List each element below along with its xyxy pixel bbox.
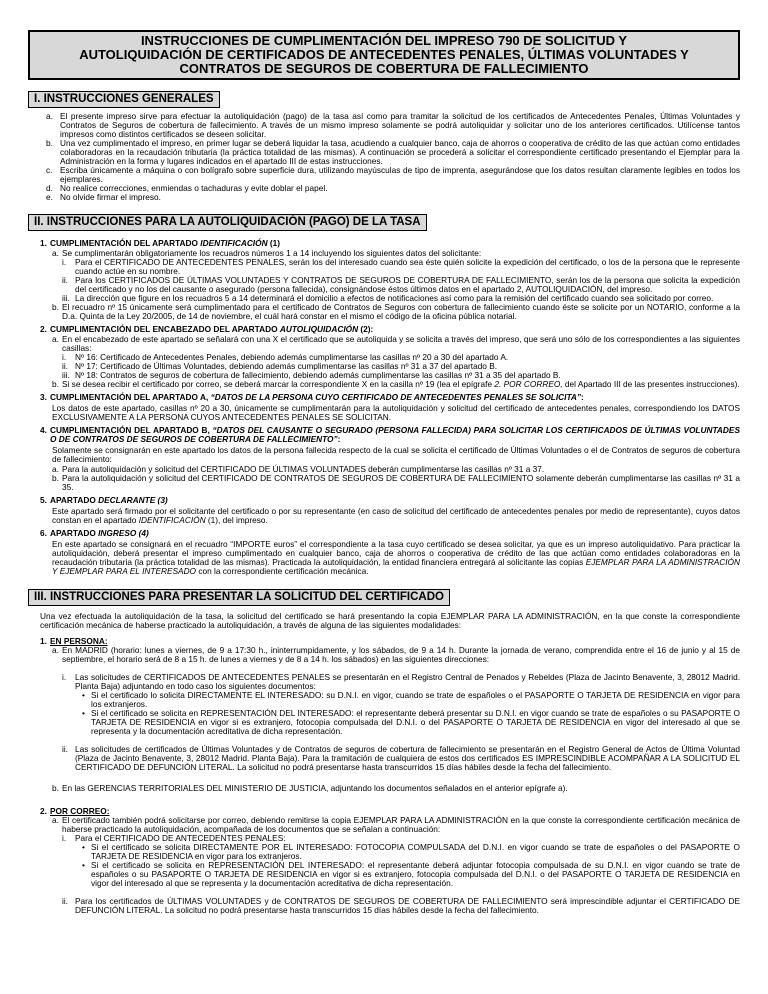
list-marker: 4.: [40, 425, 47, 435]
list-item: [52, 646, 740, 664]
list-item: [62, 673, 740, 691]
list-item: [52, 784, 740, 793]
list-marker: i.: [62, 833, 67, 843]
body-emphasis: IDENTIFICACIÓN: [138, 515, 206, 525]
subsection-heading: [40, 325, 740, 334]
general-instructions-list: [28, 112, 740, 202]
bullet-item: [82, 691, 740, 709]
body-paragraph: Los datos de este apartado, casillas nº 20 a 30, únicamente se cumplimentarán para la autoliquidación y solicitud del certificado de antecedentes penales, correspondiendo los DATOS EXCLUSIVAMENTE A LA PERSONA CUYOS ANTECEDENTES PENALES SE SOLICITAN.: [52, 403, 740, 422]
heading-text: CUMPLIMENTACIÓN DEL APARTADO A,: [50, 392, 211, 402]
list-item-text: Se cumplimentarán obligatoriamente los recuadros números 1 a 14 incluyendo los siguientes datos del solicitante:: [62, 248, 482, 258]
list-marker: ii.: [62, 361, 68, 371]
subsection-heading: [40, 529, 740, 538]
list-marker: e.: [46, 192, 53, 202]
list-item-text: Las solicitudes de certificados de Últimas Voluntades y de Contratos de seguros de cobertura de fallecimiento se presentarán en el Registro General de Actos de Última Voluntad (Plaza de Jacinto Benavente, 3, 28012 Madrid. Planta Baja). Para la tramitación de cualquiera de estos dos certificados ES IMPRESCINDIBLE ACOMPAÑAR A LA SOLICITUD EL CERTIFICADO DE DEFUNCIÓN LITERAL. La solicitud no podrá presentarse hasta transcurridos 15 días hábiles desde la fecha del fallecimiento.: [75, 744, 740, 772]
subsection-heading: [40, 496, 740, 505]
list-marker: b.: [52, 783, 59, 793]
heading-text: :: [581, 392, 584, 402]
list-item-text: Para el CERTIFICADO DE ANTECEDENTES PENALES, serán los del interesado cuando sea éste quién solicite la expedición del certificado, o los de la persona que le represente cuando actúe en su nombre.: [75, 257, 740, 276]
list-item-text: Nº 18: Contratos de seguros de cobertura de fallecimiento, debiendo además cumplimentarse las casillas nº 31 a 35 del apartado B.: [75, 370, 561, 380]
list-marker: d.: [46, 183, 53, 193]
list-item-text: No olvide firmar el impreso.: [60, 192, 161, 202]
list-marker: a.: [52, 815, 59, 825]
list-marker: 1.: [40, 636, 47, 646]
heading-underlined: POR CORREO:: [50, 806, 110, 816]
list-item: [62, 276, 740, 294]
title-line-1: INSTRUCCIONES DE CUMPLIMENTACIÓN DEL IMPRESO 790 DE SOLICITUD Y: [140, 33, 628, 48]
list-item-text: Nº 17: Certificado de Últimas Voluntades, debiendo además cumplimentarse las casillas nº 31 a 37 del apartado B.: [75, 361, 498, 371]
list-item-text: Para el CERTIFICADO DE ANTECEDENTES PENALES:: [75, 833, 286, 843]
list-item-text: Nº 16: Certificado de Antecedentes Penales, debiendo además cumplimentarse las casillas nº 20 a 30 del apartado A.: [75, 352, 509, 362]
list-item-text: En MADRID (horario: lunes a viernes, de 9 a 17:30 h., ininterrumpidamente, y los sábados, de 9 a 14 h. Durante la jornada de verano, comprendida entre el 16 de junio y al 15 de septiembre, el horario será de 8 a 15 h. de lunes a viernes y de 8 a 14 h. los sábados) en las siguientes direcciones:: [62, 645, 740, 664]
heading-emphasis: “DATOS DEL CAUSANTE O SEGURADO (PERSONA FALLECIDA) PARA SOLICITAR LOS CERTIFICADOS DE ÚLTIMAS VOLUNTADES O DE CONTRATOS DE SEGUROS DE COBERTURA DE FALLECIMIENTO”: [50, 425, 740, 444]
list-marker: c.: [46, 165, 53, 175]
subsection-heading: [40, 426, 740, 444]
list-marker: a.: [52, 248, 59, 258]
document-title: [28, 30, 740, 80]
bullet-item: [82, 843, 740, 861]
list-item-text: Para los certificados de ÚLTIMAS VOLUNTADES y de CONTRATOS DE SEGUROS DE COBERTURA DE FALLECIMIENTO será imprescindible adjuntar el CERTIFICADO DE DEFUNCIÓN LITERAL. La solicitud no podrá presentarse hasta transcurridos 15 días hábiles desde la fecha del fallecimiento.: [75, 896, 740, 915]
heading-emphasis: IDENTIFICACIÓN: [200, 238, 268, 248]
bullet-icon: •: [82, 842, 85, 852]
list-item: [46, 139, 740, 166]
list-marker: i.: [62, 352, 67, 362]
title-line-2: AUTOLIQUIDACIÓN DE CERTIFICADOS DE ANTECEDENTES PENALES, ÚLTIMAS VOLUNTADES Y: [79, 47, 689, 62]
bullet-item-text: Si el certificado se solicita en REPRESENTACIÓN DEL INTERESADO: el representante deberá adjuntar fotocopia compulsada de su D.N.I. en vigor cuando se trate de españoles o su PASAPORTE O TARJETA DE RESIDENCIA en vigor si es extranjero, fotocopia compulsada del D.N.I. o del PASAPORTE O TARJETA DE RESIDENCIA en vigor del interesado al que se representa y la documentación acreditativa de dicha representación.: [91, 860, 740, 888]
list-marker: ii.: [62, 275, 68, 285]
heading-text: :: [337, 434, 341, 444]
list-marker: iii.: [62, 293, 70, 303]
list-marker: a.: [52, 645, 59, 655]
list-item: [62, 258, 740, 276]
heading-emphasis: “DATOS DE LA PERSONA CUYO CERTIFICADO DE ANTECEDENTES PENALES SE SOLICITA”: [210, 392, 582, 402]
list-item-text: El recuadro nº 15 únicamente será cumplimentado para el certificado de Contratos de Seguros con cobertura de fallecimiento cuando éste se solicite por un NOTARIO, conforme a la D.a. Quinta de la Ley 20/2005, de 14 de noviembre, el cuál hará constar en el mismo el código de la oficina pública notarial.: [62, 302, 740, 321]
list-item: [62, 745, 740, 772]
list-marker: a.: [52, 464, 59, 474]
body-emphasis: EJEMPLAR PARA LA ADMINISTRACIÓN Y EJEMPLAR PARA EL INTERESADO: [52, 557, 741, 576]
list-item: [46, 112, 740, 139]
section-intro-paragraph: Una vez efectuada la autoliquidación de la tasa, la solicitud del certificado se hará presentando la copia EJEMPLAR PARA LA ADMINISTRACIÓN, en la que conste la correspondiente certificación mecánica de haberse practicado la autoliquidación, a través de alguna de las siguientes modalidades:: [40, 611, 740, 630]
list-marker: ii.: [62, 744, 68, 754]
list-item-text: La dirección que figure en los recuadros 5 a 14 determinará el domicilio a efectos de notificaciones así como para la remisión del certificado cuando sea solicitado por correo.: [75, 293, 714, 303]
subsection-heading-text: [50, 496, 740, 505]
list-item: [52, 303, 740, 321]
list-marker: 6.: [40, 528, 47, 538]
section-heading-presentar-solicitud: III. INSTRUCCIONES PARA PRESENTAR LA SOLICITUD DEL CERTIFICADO: [28, 589, 450, 606]
list-marker: 2.: [40, 324, 47, 334]
bullet-icon: •: [82, 860, 85, 870]
subsection-heading-text: [50, 325, 740, 334]
heading-text: (1): [267, 238, 281, 248]
list-marker: 3.: [40, 392, 47, 402]
list-marker: i.: [62, 672, 67, 682]
heading-text: CUMPLIMENTACIÓN DEL ENCABEZADO DEL APARTADO: [50, 324, 280, 334]
list-item-text: Para los CERTIFICADOS DE ÚLTIMAS VOLUNTADES Y CONTRATOS DE SEGUROS DE COBERTURA DE FALLECIMIENTO, serán los de la persona que solicita la expedición del certificado y no los del causante o asegurado (persona fallecida), consignándose éstos últimos datos en el apartado 2, AUTOLIQUIDACIÓN, del impreso.: [75, 275, 740, 294]
body-text: (1), del impreso.: [205, 515, 268, 525]
body-paragraph: [52, 540, 740, 576]
bullet-item-text: Si el certificado se solicita en REPRESENTACIÓN DEL INTERESADO: el representante deberá presentar su D.N.I. en vigor cuando se trate de españoles o su PASAPORTE O TARJETA DE RESIDENCIA en vigor si es extranjero, fotocopia compulsada del D.N.I. o del PASAPORTE O TARJETA DE RESIDENCIA en vigor del interesado al que se representa y la documentación acreditativa de dicha representación.: [91, 708, 740, 736]
list-marker: i.: [62, 257, 67, 267]
heading-emphasis: DECLARANTE (3): [98, 495, 168, 505]
body-text: En este apartado se consignará en el recuadro “IMPORTE euros” el correspondiente a la tasa cuyo certificado se desea solicitar, ya que es un impreso autoliquidativo. Para practicar la autoliquidación, deberá presentar el impreso cumplimentado en cualquier banco, caja de ahorros o cooperativa de crédito de las que actúan como entidades colaboradoras en la recaudación tributaria (la práctica totalidad de las mismas). Practicada la autoliquidación, la entidad financiera entregará al solicitante las copias: [52, 539, 740, 567]
heading-text: APARTADO: [50, 528, 99, 538]
bullet-icon: •: [82, 708, 85, 718]
list-marker: a.: [46, 111, 53, 121]
list-item-text: [62, 380, 740, 389]
list-item-text: El certificado también podrá solicitarse por correo, debiendo remitirse la copia EJEMPLAR PARA LA ADMINISTRACIÓN en la que conste la correspondiente certificación mecánica de haberse practicado la autoliquidación, acompañada de los documentos que se señalan a continuación:: [62, 815, 740, 834]
list-item: [52, 380, 740, 389]
bullet-icon: •: [82, 690, 85, 700]
heading-emphasis: AUTOLIQUIDACIÓN: [279, 324, 359, 334]
list-item-text: No realice correcciones, enmiendas o tachaduras y evite doblar el papel.: [60, 183, 328, 193]
list-marker: b.: [46, 138, 53, 148]
heading-text: CUMPLIMENTACIÓN DEL APARTADO: [50, 238, 201, 248]
heading-text: APARTADO: [50, 495, 99, 505]
body-paragraph: Solamente se consignarán en este apartado los datos de la persona fallecida respecto de la cual se solicita el certificado de Últimas Voluntades o el de Contratos de seguros de cobertura de fallecimiento:: [52, 445, 740, 464]
subsection-heading-text: [50, 529, 740, 538]
subsection-heading: [40, 393, 740, 402]
list-item: [46, 166, 740, 184]
body-text: Si se desea recibir el certificado por correo, se deberá marcar la correspondiente X en la casilla nº 19 (lea el epígrafe: [62, 379, 495, 389]
list-marker: 1.: [40, 238, 47, 248]
body-paragraph: [52, 507, 740, 525]
list-marker: a.: [52, 334, 59, 344]
bullet-item: [82, 861, 740, 888]
title-line-3: CONTRATOS DE SEGUROS DE COBERTURA DE FALLECIMIENTO: [179, 61, 589, 76]
subsection-heading-text: [50, 426, 740, 444]
list-item: [52, 335, 740, 353]
subsection-heading: [40, 239, 740, 248]
bullet-item: [82, 709, 740, 736]
subsection-heading-text: [50, 239, 740, 248]
list-item: [62, 897, 740, 915]
body-text: Este apartado será firmado por el solicitante del certificado o por su representante (en caso de solicitud del certificado de antecedentes penales por medio de representante), cuyos datos constan en el apartado: [52, 506, 740, 525]
list-item-text: Para la autoliquidación y solicitud del CERTIFICADO DE CONTRATOS DE SEGUROS DE COBERTURA DE FALLECIMIENTO solamente deberán cumplimentarse las casillas nº 31 a 35.: [62, 473, 740, 492]
list-item-text: Las solicitudes de CERTIFICADOS DE ANTECEDENTES PENALES se presentarán en el Registro Central de Penados y Rebeldes (Plaza de Jacinto Benavente, 3, 28012 Madrid. Planta Baja) adjuntando en todo caso los siguientes documentos:: [75, 672, 740, 691]
section-heading-instrucciones-generales: I. INSTRUCCIONES GENERALES: [28, 91, 220, 108]
list-item-text: En las GERENCIAS TERRITORIALES DEL MINISTERIO DE JUSTICIA, adjuntando los documentos señalados en el anterior epígrafe a).: [62, 783, 568, 793]
body-text: con la correspondiente certificación mecánica.: [196, 566, 369, 576]
list-marker: iii.: [62, 370, 70, 380]
bullet-item-text: Si el certificado se solicita DIRECTAMENTE POR EL INTERESADO: FOTOCOPIA COMPULSADA del D.N.I. en vigor cuando se trate de españoles o del PASAPORTE O TARJETA DE RESIDENCIA en vigor para los extranjeros.: [91, 842, 740, 861]
heading-text: CUMPLIMENTACIÓN DEL APARTADO B,: [50, 425, 213, 435]
heading-text: (2):: [358, 324, 374, 334]
list-marker: ii.: [62, 896, 68, 906]
list-marker: b.: [52, 302, 59, 312]
bullet-item-text: Si el certificado lo solicita DIRECTAMENTE EL INTERESADO: su D.N.I. en vigor, cuando se trate de españoles o el PASAPORTE O TARJETA DE RESIDENCIA en vigor para los extranjeros.: [91, 690, 740, 709]
list-marker: 5.: [40, 495, 47, 505]
list-item-text: Para la autoliquidación y solicitud del CERTIFICADO DE ÚLTIMAS VOLUNTADES deberán cumplimentarse las casillas nº 31 a 37.: [62, 464, 545, 474]
heading-underlined: EN PERSONA:: [50, 636, 108, 646]
list-marker: b.: [52, 473, 59, 483]
list-item-text: En el encabezado de este apartado se señalará con una X el certificado que se autoliquida y se solicita a través del impreso, que será uno sólo de los correspondientes a las siguientes casillas:: [62, 334, 740, 353]
list-item: [46, 193, 740, 202]
list-marker: 2.: [40, 806, 47, 816]
body-text: del Apartado III de las presentes instrucciones).: [562, 379, 740, 389]
list-item-text: Una vez cumplimentado el impreso, en primer lugar se deberá liquidar la tasa, acudiendo a cualquier banco, caja de ahorros o cooperativa de crédito de las que actúan como entidades colaboradoras en la recaudación tributaria (la práctica totalidad de las mismas). A continuación se procederá a solicitar el correspondiente certificado presentando el Ejemplar para la Administración en la forma y lugares indicados en el apartado III de estas instrucciones.: [60, 138, 740, 166]
section-heading-autoliquidacion: II. INSTRUCCIONES PARA LA AUTOLIQUIDACIÓN (PAGO) DE LA TASA: [28, 214, 427, 231]
list-item: [52, 474, 740, 492]
subsection-heading-text: [50, 393, 740, 402]
list-item-text: El presente impreso sirve para efectuar la autoliquidación (pago) de la tasa así como para tramitar la solicitud de los certificados de Antecedentes Penales, Últimas Voluntades y Contratos de Seguros de cobertura de fallecimiento. A través de un mismo impreso solamente se podrá autoliquidar y solicitar uno de los anteriores certificados. Utilícense tantos impresos como distintos certificados se deseen solicitar.: [60, 111, 740, 139]
list-marker: b.: [52, 379, 59, 389]
body-emphasis: 2. POR CORREO,: [494, 379, 563, 389]
heading-emphasis: INGRESO (4): [98, 528, 149, 538]
list-item: [52, 816, 740, 834]
list-item-text: Escriba únicamente a máquina o con bolígrafo sobre superficie dura, utilizando mayúsculas de tipo de imprenta, asegurándose que los datos resultan claramente legibles en todos los ejemplares.: [60, 165, 740, 184]
